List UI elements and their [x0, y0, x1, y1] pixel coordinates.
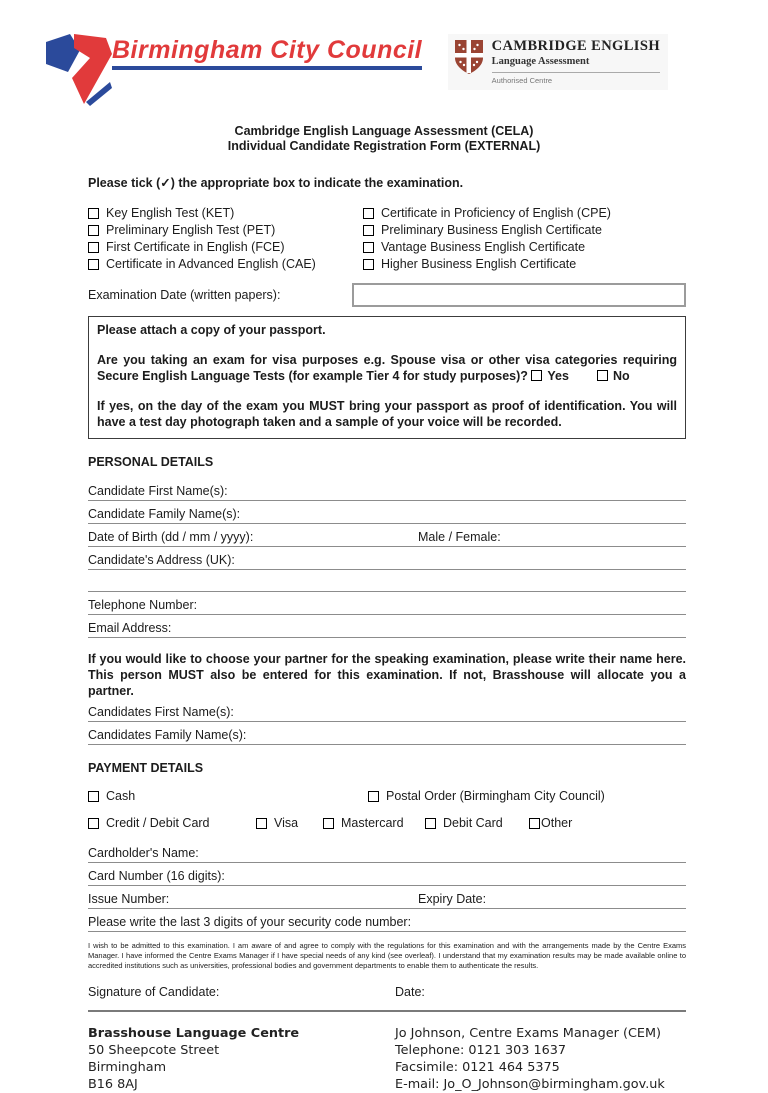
- exam-option-label: Preliminary Business English Certificate: [381, 223, 602, 237]
- postal-label: Postal Order (Birmingham City Council): [386, 789, 605, 803]
- checkbox-credit-debit[interactable]: [88, 818, 99, 829]
- cambridge-logo-subtitle: Language Assessment: [491, 56, 590, 67]
- exam-option-ket: [88, 205, 363, 222]
- visa-label: Visa: [274, 816, 299, 830]
- checkbox-ket[interactable]: [88, 208, 99, 219]
- field-address[interactable]: [88, 547, 686, 570]
- exam-option-label: First Certificate in English (FCE): [106, 240, 285, 254]
- field-telephone[interactable]: [88, 592, 686, 615]
- visa-yes-label: Yes: [547, 369, 569, 383]
- exam-options: [88, 205, 686, 273]
- centre-street: 50 Sheepcote Street: [88, 1043, 220, 1058]
- checkbox-vantage-business[interactable]: [363, 242, 374, 253]
- birmingham-logo-mark-icon: [40, 30, 112, 108]
- credit-debit-label: Credit / Debit Card: [106, 816, 210, 830]
- exam-option-label: Higher Business English Certificate: [381, 257, 577, 271]
- contact-manager: Jo Johnson, Centre Exams Manager (CEM): [395, 1026, 662, 1041]
- exam-option-prelim-business: [363, 222, 686, 239]
- form-title: [0, 124, 768, 154]
- passport-attach-note: Please attach a copy of your passport.: [97, 323, 326, 337]
- payment-option-postal: [368, 789, 605, 803]
- exam-date-input[interactable]: [352, 283, 686, 307]
- visa-yes-no: [531, 369, 629, 383]
- field-card-number[interactable]: [88, 863, 686, 886]
- other-label: Other: [541, 816, 573, 830]
- telephone-label: Telephone Number:: [88, 598, 198, 612]
- contact-block: [395, 1025, 665, 1093]
- payment-option-debit-card: [425, 816, 529, 830]
- contact-email: E-mail: Jo_O_Johnson@birmingham.gov.uk: [395, 1077, 665, 1092]
- dob-label: Date of Birth (dd / mm / yyyy):: [88, 530, 254, 544]
- passport-notice-box: [88, 316, 686, 439]
- field-issue-expiry[interactable]: [88, 886, 686, 909]
- checkbox-pet[interactable]: [88, 225, 99, 236]
- checkbox-mastercard[interactable]: [323, 818, 334, 829]
- checkbox-fce[interactable]: [88, 242, 99, 253]
- expiry-date-label: Expiry Date:: [418, 892, 487, 906]
- payment-option-visa: [256, 816, 323, 830]
- mastercard-label: Mastercard: [341, 816, 404, 830]
- field-first-name[interactable]: [88, 478, 686, 501]
- exam-option-higher-business: [363, 256, 686, 273]
- exam-option-label: Key English Test (KET): [106, 206, 235, 220]
- header: [0, 0, 768, 108]
- field-partner-family-name[interactable]: [88, 722, 686, 745]
- checkbox-cae[interactable]: [88, 259, 99, 270]
- cardholder-label: Cardholder's Name:: [88, 846, 199, 860]
- signature-label: Signature of Candidate:: [88, 985, 220, 999]
- contact-facsimile: Facsimile: 0121 464 5375: [395, 1060, 560, 1075]
- form-title-line1: Cambridge English Language Assessment (CELA): [234, 124, 534, 138]
- exam-date-label: Examination Date (written papers):: [88, 288, 281, 302]
- cambridge-shield-icon: [454, 38, 484, 76]
- exam-option-pet: [88, 222, 363, 239]
- centre-city: Birmingham: [88, 1060, 167, 1075]
- cash-label: Cash: [106, 789, 136, 803]
- address-label: Candidate's Address (UK):: [88, 553, 235, 567]
- first-name-label: Candidate First Name(s):: [88, 484, 228, 498]
- checkbox-cpe[interactable]: [363, 208, 374, 219]
- payment-option-credit-debit: [88, 816, 256, 830]
- payment-option-other: [529, 816, 572, 830]
- centre-postcode: B16 8AJ: [88, 1077, 138, 1092]
- cambridge-logo-title: CAMBRIDGE ENGLISH: [491, 38, 660, 54]
- debit-card-label: Debit Card: [443, 816, 503, 830]
- checkbox-visa-card[interactable]: [256, 818, 267, 829]
- exam-date-row: [88, 283, 686, 307]
- field-dob-gender[interactable]: [88, 524, 686, 547]
- checkbox-other[interactable]: [529, 818, 540, 829]
- visa-question: Are you taking an exam for visa purposes e.g. Spouse visa or other visa categories requiring Secure English Language Tests (for example Tier 4 for study purposes)? Yes No: [97, 353, 677, 383]
- contact-telephone: Telephone: 0121 303 1637: [395, 1043, 567, 1058]
- family-name-label: Candidate Family Name(s):: [88, 507, 241, 521]
- exam-option-cpe: [363, 205, 686, 222]
- payment-row-cards: [88, 815, 686, 831]
- form-title-line2: Individual Candidate Registration Form (EXTERNAL): [227, 139, 541, 153]
- cambridge-logo-divider: [492, 72, 660, 73]
- personal-details-heading: PERSONAL DETAILS: [88, 455, 214, 469]
- checkbox-postal-order[interactable]: [368, 791, 379, 802]
- checkbox-cash[interactable]: [88, 791, 99, 802]
- footer-divider: [88, 1010, 686, 1012]
- card-number-label: Card Number (16 digits):: [88, 869, 225, 883]
- exam-option-cae: [88, 256, 363, 273]
- exam-option-label: Certificate in Advanced English (CAE): [106, 257, 316, 271]
- field-email[interactable]: [88, 615, 686, 638]
- cambridge-english-logo: [448, 34, 668, 90]
- birmingham-logo-text: Birmingham City Council: [112, 36, 422, 70]
- declaration-text: I wish to be admitted to this examination. I am aware of and agree to comply with the regulations for this examination and with the arrangements made by the Centre Exams Manager. I have informed the Centre Exams Manager if I have special needs of any kind (see overleaf). I understand that my examination results may be made available online to accredited institutions such as universities, professional bodies and government departments to enable them to authenticate the results.: [88, 941, 686, 970]
- exam-option-vantage-business: [363, 239, 686, 256]
- field-cardholder-name[interactable]: [88, 840, 686, 863]
- security-code-label: Please write the last 3 digits of your security code number:: [88, 915, 412, 929]
- checkbox-prelim-business[interactable]: [363, 225, 374, 236]
- date-label: Date:: [395, 985, 425, 999]
- field-address-line2[interactable]: [88, 570, 686, 592]
- exam-option-label: Preliminary English Test (PET): [106, 223, 276, 237]
- checkbox-debit-card[interactable]: [425, 818, 436, 829]
- passport-id-note: If yes, on the day of the exam you MUST bring your passport as proof of identification. You will have a test day photograph taken and a sample of your voice will be recorded.: [97, 399, 677, 429]
- checkbox-visa-yes[interactable]: [531, 370, 542, 381]
- issue-number-label: Issue Number:: [88, 892, 170, 906]
- field-family-name[interactable]: [88, 501, 686, 524]
- payment-option-cash: [88, 789, 368, 803]
- exam-option-fce: [88, 239, 363, 256]
- tick-instruction: Please tick (✓) the appropriate box to indicate the examination.: [88, 176, 464, 190]
- email-label: Email Address:: [88, 621, 172, 635]
- footer: [88, 1025, 686, 1093]
- payment-details-heading: PAYMENT DETAILS: [88, 761, 204, 775]
- checkbox-higher-business[interactable]: [363, 259, 374, 270]
- form-body: [0, 175, 768, 1093]
- payment-option-mastercard: [323, 816, 425, 830]
- exam-option-label: Certificate in Proficiency of English (CPE): [381, 206, 611, 220]
- partner-first-name-label: Candidates First Name(s):: [88, 705, 234, 719]
- centre-address-block: [88, 1025, 395, 1093]
- payment-row-cash-postal: [88, 788, 686, 804]
- checkbox-visa-no[interactable]: [597, 370, 608, 381]
- exam-option-label: Vantage Business English Certificate: [381, 240, 586, 254]
- field-partner-first-name[interactable]: [88, 699, 686, 722]
- centre-name: Brasshouse Language Centre: [88, 1026, 300, 1041]
- gender-label: Male / Female:: [418, 530, 501, 544]
- cambridge-authorised-centre-label: Authorised Centre: [491, 76, 553, 85]
- birmingham-city-council-logo: [40, 30, 422, 108]
- signature-row[interactable]: [88, 985, 686, 999]
- visa-no-label: No: [612, 369, 630, 383]
- partner-family-name-label: Candidates Family Name(s):: [88, 728, 247, 742]
- partner-note: If you would like to choose your partner for the speaking examination, please write their name here. This person MUST also be entered for this examination. If not, Brasshouse will allocate you a partner.: [88, 652, 686, 698]
- field-security-code[interactable]: [88, 909, 686, 932]
